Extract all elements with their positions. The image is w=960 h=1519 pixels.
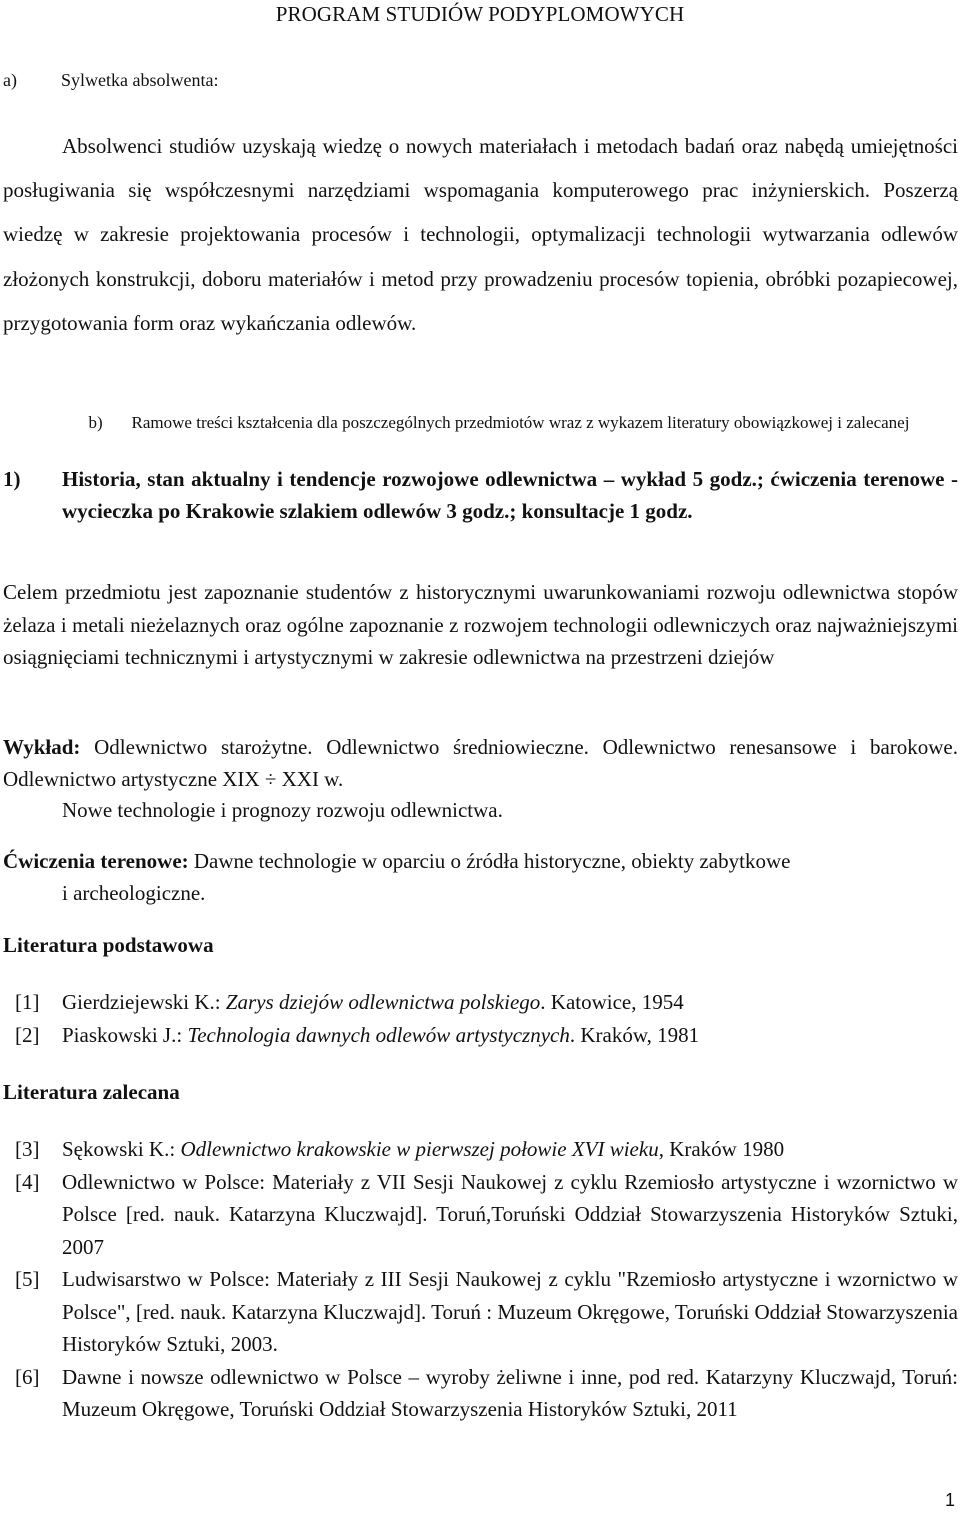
subject-title: Historia, stan aktualny i tendencje rozwojowe odlewnictwa – wykład 5 godz.; ćwiczenia terenowe - wycieczka po Krakowie szlakiem odlewów 3 godz.; konsultacje 1 godz. [62,467,958,523]
recommended-literature-heading: Literatura zalecana [3,1080,180,1104]
lecture-text: Odlewnictwo starożytne. Odlewnictwo średniowieczne. Odlewnictwo renesansowe i barokowe. Odlewnictwo artystyczne XIX ÷ XXI w. [3,735,959,791]
reference-text: Odlewnictwo w Polsce: Materiały z VII Sesji Naukowej z cyklu Rzemiosło artystyczne i wzornictwo w Polsce [red. nauk. Katarzyna Kluczwajd]. Toruń,Toruński Oddział Stowarzyszenia Historyków Sztuki, 2007 [62,1169,958,1259]
reference-author: Piaskowski J.: [62,1022,183,1047]
reference-rest: . Kraków, 1981 [569,1022,700,1047]
reference-number: [5] [15,1267,40,1291]
page-title: PROGRAM STUDIÓW PODYPLOMOWYCH [275,2,685,26]
field-exercises-label: Ćwiczenia terenowe: [3,849,189,873]
basic-literature-list [15,986,958,1051]
lecture-text-line-2: Nowe technologie i prognozy rozwoju odlewnictwa. [62,798,503,822]
reference-rest: . Katowice, 1954 [540,990,684,1014]
page-number: 1 [944,1490,955,1510]
lecture-label: Wykład: [3,735,81,759]
reference-item [15,1166,958,1264]
reference-item [15,1133,958,1166]
graduate-profile-paragraph [3,124,958,345]
section-b-title: Ramowe treści kształcenia dla poszczególnych przedmiotów wraz z wykazem literatury obowiązkowej i zalecanej [131,413,910,432]
section-b-heading [40,410,958,436]
section-a-title: Sylwetka absolwenta: [61,70,219,90]
reference-author: Sękowski K.: [62,1137,176,1161]
reference-item [15,1361,958,1426]
reference-title: Zarys dziejów odlewnictwa polskiego [225,990,541,1014]
reference-rest: , Kraków 1980 [658,1137,785,1161]
reference-item [15,1019,958,1052]
subject-number: 1) [3,467,21,491]
reference-number: [6] [15,1364,40,1389]
reference-item [15,1263,958,1361]
reference-number: [2] [15,1022,40,1047]
reference-text: Dawne i nowsze odlewnictwo w Polsce – wyroby żeliwne i inne, pod red. Katarzyny Kluczwajd, Toruń: Muzeum Okręgowe, Toruński Oddział Stowarzyszenia Historyków Sztuki, 2011 [62,1364,958,1421]
recommended-literature-list [15,1133,958,1426]
reference-number: [4] [15,1169,40,1194]
subject-goal-paragraph: Celem przedmiotu jest zapoznanie studentów z historycznymi uwarunkowaniami rozwoju odlewnictwa stopów żelaza i metali nieżelaznych oraz ogólne zapoznanie z rozwojem technologii odlewniczych oraz najważniejszymi osiągnięciami technicznymi i artystycznymi w zakresie odlewnictwa na przestrzeni dziejów [3,580,958,669]
reference-text: Ludwisarstwo w Polsce: Materiały z III Sesji Naukowej z cyklu "Rzemiosło artystyczne i wzornictwo w Polsce", [red. nauk. Katarzyna Kluczwajd]. Toruń : Muzeum Okręgowe, Toruński Oddział Stowarzyszenia Historyków Sztuki, 2003. [62,1267,958,1356]
subject-heading [3,464,958,527]
section-a-heading [3,70,218,91]
field-exercises-paragraph [3,845,958,909]
reference-author: Gierdziejewski K.: [62,990,221,1014]
field-exercises-text: Dawne technologie w oparciu o źródła historyczne, obiekty zabytkowe [193,849,791,873]
reference-title: Technologia dawnych odlewów artystycznych [187,1022,570,1047]
section-b-label: b) [88,413,103,432]
intro-text: studiów uzyskają wiedzę o nowych materiałach i metodach badań oraz nabędą umiejętności posługiwania się współczesnymi narzędziami wspomagania komputerowego prac inżynierskich. Poszerzą wiedzę w zakresie projektowania procesów i technologii, optymalizacji technologii wytwarzania odlewów złożonych konstrukcji, doboru materiałów i metod przy prowadzeniu procesów topienia, obróbki pozapiecowej, przygotowania form oraz wykańczania odlewów. [3,134,958,335]
reference-number: [3] [15,1137,40,1161]
basic-literature-heading: Literatura podstawowa [3,933,214,957]
lecture-paragraph [3,731,958,795]
field-exercises-text-2: i archeologiczne. [62,881,206,905]
intro-first-word: Absolwenci [62,134,163,158]
reference-title: Odlewnictwo krakowskie w pierwszej połowie XVI wieku [180,1137,659,1161]
reference-number: [1] [15,990,40,1014]
reference-item [15,986,958,1019]
section-a-label: a) [3,70,17,90]
